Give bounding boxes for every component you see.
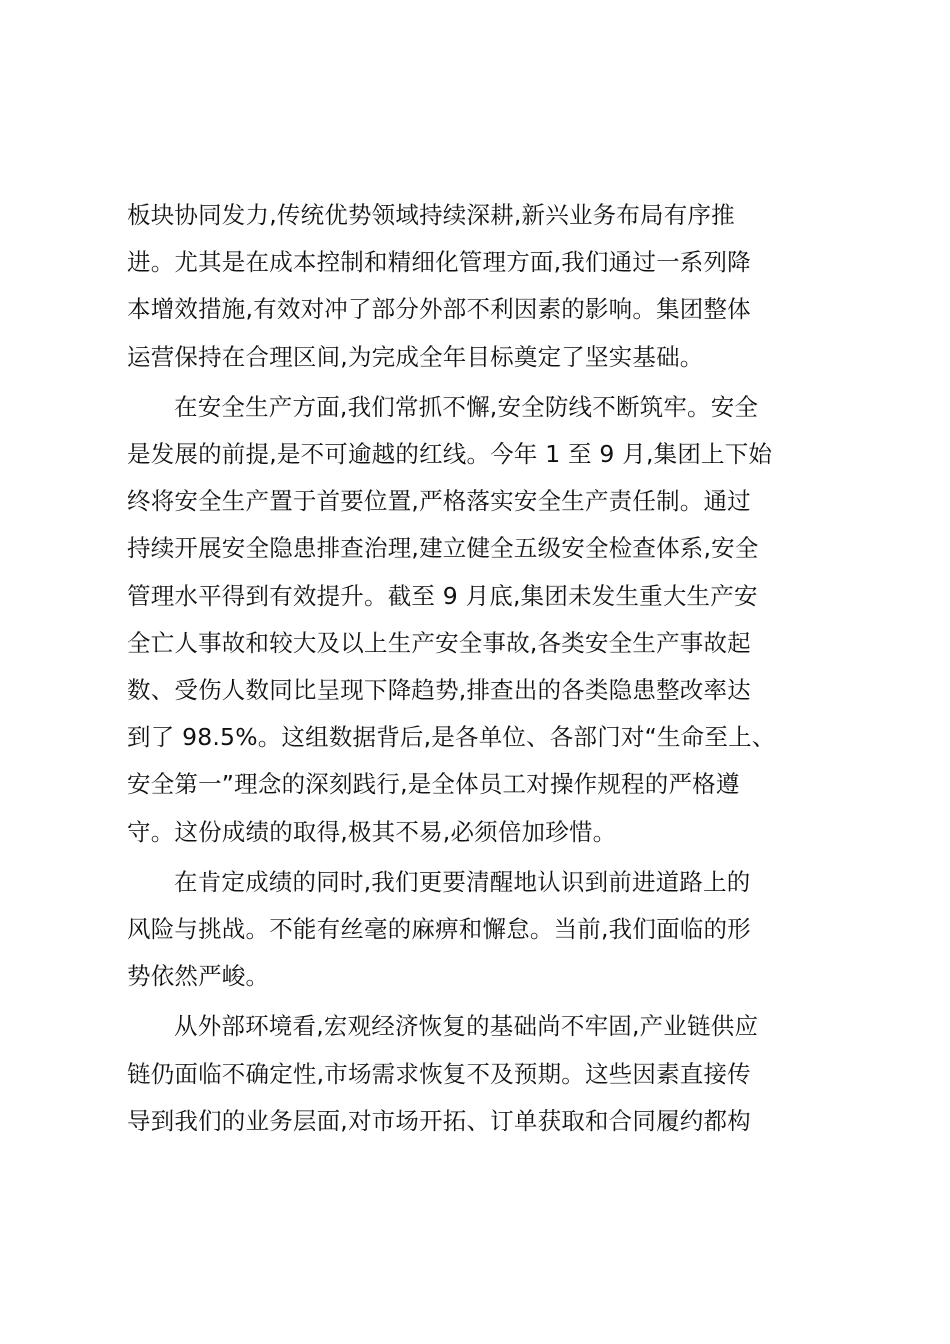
paragraph-operations <box>127 192 827 381</box>
paragraph-safety <box>127 384 827 856</box>
text-line: 板块协同发力,传统优势领域持续深耕,新兴业务布局有序推 <box>127 201 735 229</box>
text-line: 到了 98.5%。这组数据背后,是各单位、各部门对“生命至上、 <box>127 723 776 752</box>
paragraph-challenges <box>127 859 827 1001</box>
text-line: 持续开展安全隐患排查治理,建立健全五级安全检查体系,安全 <box>127 534 759 563</box>
document-body <box>127 192 827 1145</box>
text-line: 进。尤其是在成本控制和精细化管理方面,我们通过一系列降 <box>127 248 751 277</box>
text-line: 从外部环境看,宏观经济恢复的基础尚不牢固,产业链供应 <box>174 1012 759 1041</box>
paragraph-external-environment <box>127 1003 827 1145</box>
text-line: 导到我们的业务层面,对市场开拓、订单获取和合同履约都构 <box>127 1106 751 1135</box>
text-line: 运营保持在合理区间,为完成全年目标奠定了坚实基础。 <box>127 342 704 371</box>
text-line: 全亡人事故和较大及以上生产安全事故,各类安全生产事故起 <box>127 628 751 657</box>
text-line: 风险与挑战。不能有丝毫的麻痹和懈怠。当前,我们面临的形 <box>127 915 751 944</box>
text-line: 管理水平得到有效提升。截至 9 月底,集团未发生重大生产安 <box>127 581 758 610</box>
text-line: 是发展的前提,是不可逾越的红线。今年 1 至 9 月,集团上下始 <box>127 440 773 469</box>
text-line: 数、受伤人数同比呈现下降趋势,排查出的各类隐患整改率达 <box>127 676 751 705</box>
text-line: 链仍面临不确定性,市场需求恢复不及预期。这些因素直接传 <box>127 1059 751 1088</box>
text-line: 终将安全生产置于首要位置,严格落实安全生产责任制。通过 <box>127 487 751 516</box>
text-line: 安全第一”理念的深刻践行,是全体员工对操作规程的严格遵 <box>127 770 740 799</box>
text-line: 势依然严峻。 <box>127 962 270 991</box>
text-line: 在肯定成绩的同时,我们更要清醒地认识到前进道路上的 <box>174 867 751 896</box>
text-line: 在安全生产方面,我们常抓不懈,安全防线不断筑牢。安全 <box>174 392 759 421</box>
text-line: 本增效措施,有效对冲了部分外部不利因素的影响。集团整体 <box>127 295 751 324</box>
text-line: 守。这份成绩的取得,极其不易,必须倍加珍惜。 <box>127 817 617 846</box>
